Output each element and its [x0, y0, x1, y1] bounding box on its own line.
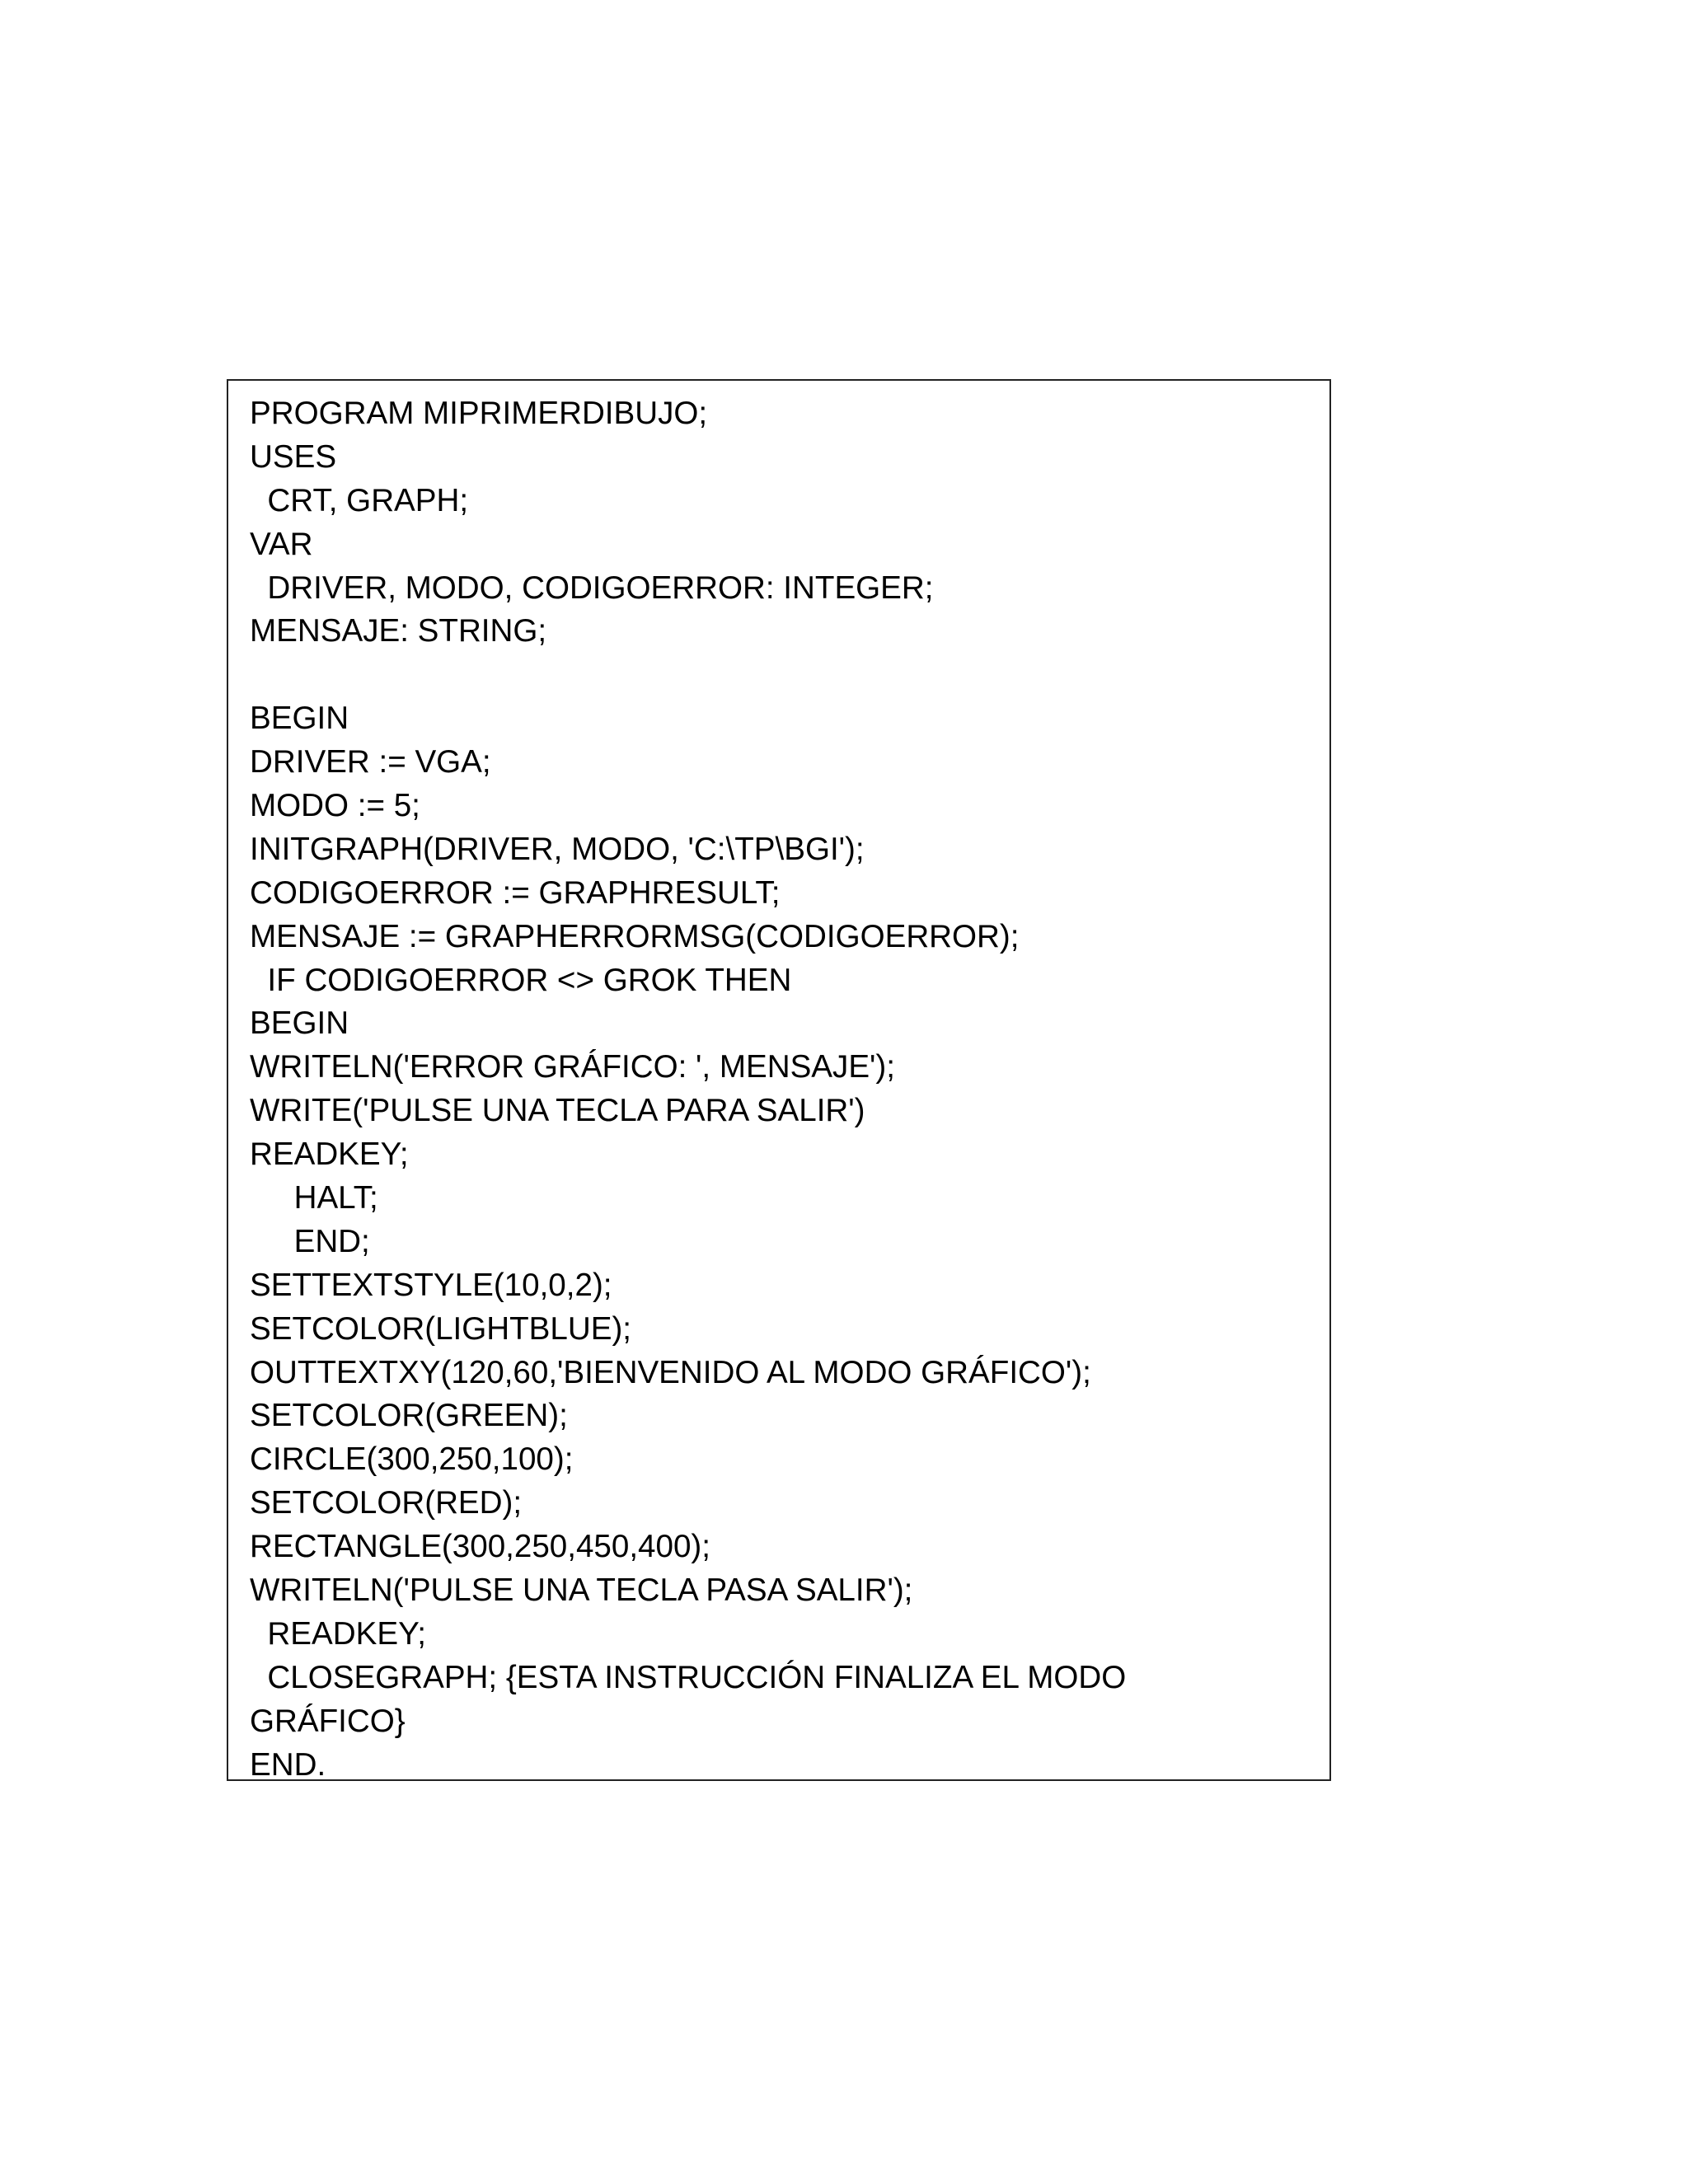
code-line: WRITELN('PULSE UNA TECLA PASA SALIR'); — [250, 1572, 913, 1609]
code-line: WRITE('PULSE UNA TECLA PARA SALIR') — [250, 1093, 865, 1129]
code-line: PROGRAM MIPRIMERDIBUJO; — [250, 396, 708, 431]
code-line: SETCOLOR(GREEN); — [250, 1398, 568, 1434]
code-line: END. — [250, 1746, 326, 1783]
code-line: CIRCLE(300,250,100); — [250, 1441, 574, 1478]
code-line: BEGIN — [250, 701, 349, 737]
code-line: HALT; — [250, 1180, 378, 1216]
code-line: READKEY; — [250, 1615, 427, 1652]
code-line: MENSAJE: STRING; — [250, 613, 547, 649]
code-listing-box — [227, 379, 1331, 1781]
code-line: READKEY; — [250, 1137, 409, 1173]
code-line: CLOSEGRAPH; {ESTA INSTRUCCIÓN FINALIZA EL MODO — [250, 1659, 1127, 1695]
code-line: MENSAJE := GRAPHERRORMSG(CODIGOERROR); — [250, 918, 1020, 954]
blank-line — [250, 654, 1329, 697]
code-line: BEGIN — [250, 1005, 349, 1042]
code-line: CRT, GRAPH; — [250, 482, 469, 518]
code-line: CODIGOERROR := GRAPHRESULT; — [250, 874, 781, 911]
code-line: WRITELN('ERROR GRÁFICO: ', MENSAJE'); — [250, 1049, 895, 1085]
code-line: OUTTEXTXY(120,60,'BIENVENIDO AL MODO GRÁFICO'); — [250, 1354, 1091, 1390]
code-line: MODO := 5; — [250, 788, 420, 824]
code-line: END; — [250, 1223, 370, 1259]
code-line: SETCOLOR(RED); — [250, 1485, 523, 1521]
code-line: DRIVER := VGA; — [250, 744, 491, 780]
code-line: IF CODIGOERROR <> GROK THEN — [250, 962, 792, 998]
code-line: INITGRAPH(DRIVER, MODO, 'C:\TP\BGI'); — [250, 831, 865, 867]
code-line: RECTANGLE(300,250,450,400); — [250, 1529, 710, 1565]
code-line: SETTEXTSTYLE(10,0,2); — [250, 1267, 612, 1303]
code-line: DRIVER, MODO, CODIGOERROR: INTEGER; — [250, 569, 934, 606]
code-line: GRÁFICO} — [250, 1703, 406, 1739]
code-line: USES — [250, 438, 337, 475]
code-line: VAR — [250, 526, 313, 562]
code-line: SETCOLOR(LIGHTBLUE); — [250, 1310, 632, 1347]
